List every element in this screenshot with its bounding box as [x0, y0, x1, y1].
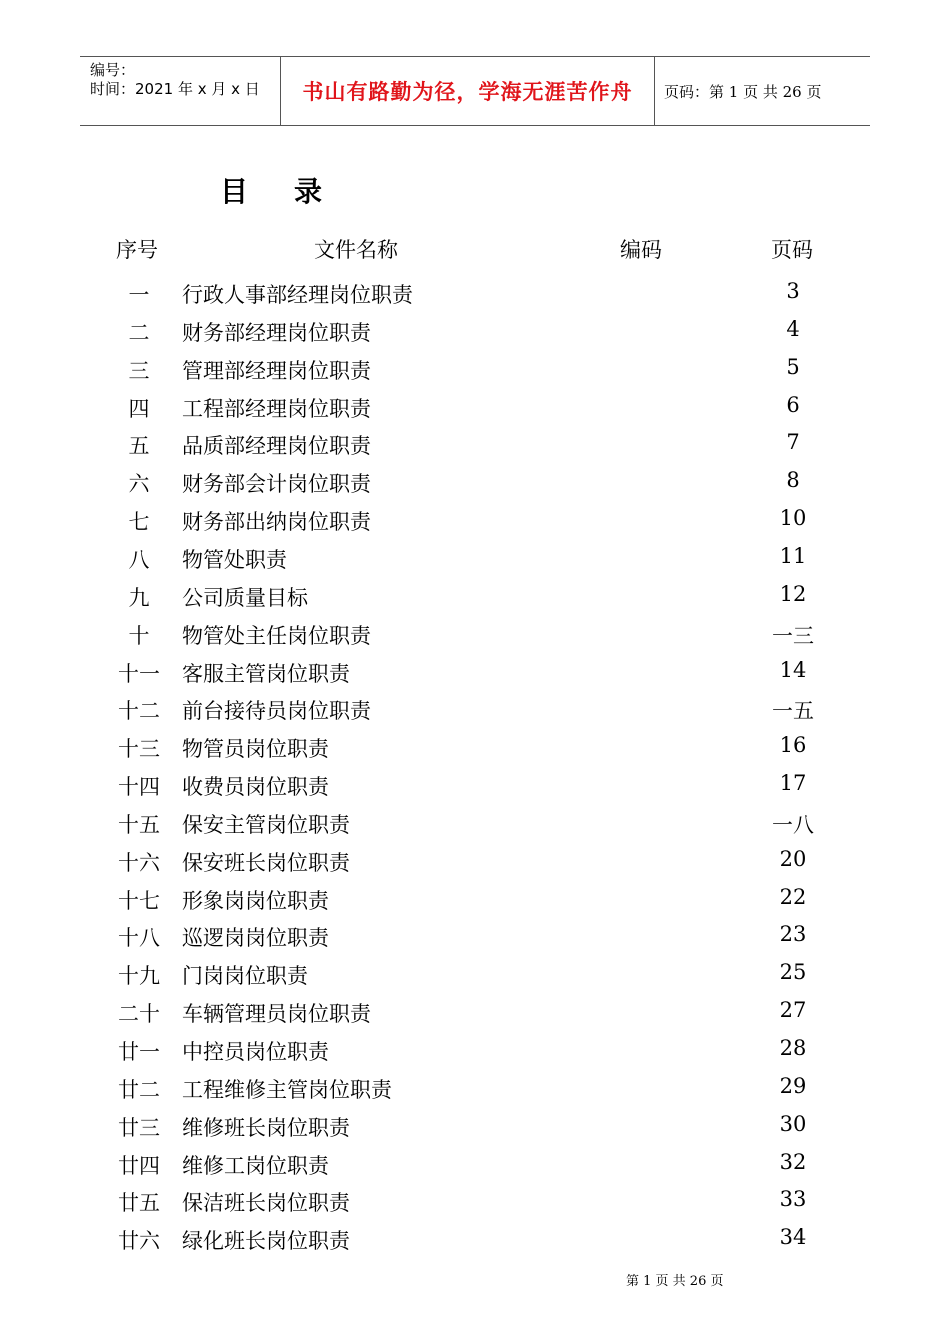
toc-row-page: 22 — [779, 884, 807, 909]
toc-row-page: 29 — [779, 1073, 807, 1098]
toc-row — [0, 1150, 950, 1188]
toc-row-title: 中控员岗位职责 — [182, 1040, 329, 1064]
toc-row-page: 27 — [779, 998, 807, 1023]
toc-row — [0, 1036, 950, 1074]
toc-row-number: 五 — [128, 434, 150, 459]
toc-row-page: 8 — [786, 468, 800, 493]
header-motto: 书山有路勤为径，学海无涯苦作舟 — [281, 57, 655, 125]
toc-row-title: 工程部经理岗位职责 — [182, 396, 371, 421]
toc-row — [0, 771, 950, 809]
toc-row-title: 收费员岗位职责 — [182, 775, 329, 800]
toc-row-title: 前台接待员岗位职责 — [182, 699, 371, 724]
toc-row-title: 保洁班长岗位职责 — [182, 1191, 350, 1216]
toc-row-page: 一三 — [772, 623, 814, 648]
header-page-info: 页码：第 1 页 共 26 页 — [664, 82, 822, 101]
toc-row-number: 廿一 — [118, 1040, 160, 1064]
toc-row-number: 四 — [128, 396, 150, 421]
toc-row-title: 品质部经理岗位职责 — [182, 434, 371, 459]
toc-row-number: 十四 — [118, 775, 160, 800]
toc-row-number: 七 — [128, 510, 150, 535]
toc-row-title: 形象岗岗位职责 — [182, 888, 329, 913]
toc-row-title: 公司质量目标 — [182, 585, 308, 610]
toc-row — [0, 1074, 950, 1112]
toc-row-page: 30 — [779, 1111, 807, 1136]
toc-row — [0, 317, 950, 355]
toc-row — [0, 922, 950, 960]
toc-row-number: 三 — [128, 358, 150, 383]
toc-row — [0, 809, 950, 847]
toc-row — [0, 733, 950, 771]
toc-row-title: 物管处主任岗位职责 — [182, 623, 371, 648]
toc-row — [0, 1112, 950, 1150]
toc-row — [0, 506, 950, 544]
toc-row-title: 行政人事部经理岗位职责 — [182, 283, 413, 307]
toc-row-number: 十七 — [118, 888, 160, 913]
toc-row — [0, 468, 950, 506]
column-header-name: 文件名称 — [314, 238, 398, 262]
toc-row — [0, 1187, 950, 1225]
toc-row-title: 巡逻岗岗位职责 — [182, 926, 329, 951]
toc-row-page: 33 — [779, 1187, 807, 1212]
toc-row-page: 10 — [779, 506, 807, 531]
toc-row-title: 财务部出纳岗位职责 — [182, 510, 371, 535]
toc-row-number: 廿六 — [118, 1229, 160, 1254]
toc-row-title: 车辆管理员岗位职责 — [182, 1002, 371, 1027]
toc-row-page: 20 — [779, 846, 807, 871]
document-header — [80, 56, 870, 126]
toc-row — [0, 393, 950, 431]
toc-row-title: 财务部会计岗位职责 — [182, 472, 371, 497]
toc-row-page: 6 — [786, 392, 800, 417]
toc-row — [0, 885, 950, 923]
toc-row — [0, 430, 950, 468]
toc-row — [0, 847, 950, 885]
footer-page-number: 第 1 页 共 26 页 — [626, 1274, 724, 1289]
toc-row-title: 保安主管岗位职责 — [182, 812, 350, 837]
toc-row — [0, 658, 950, 696]
toc-row-number: 十 — [128, 623, 150, 648]
toc-row — [0, 620, 950, 658]
toc-row-number: 十一 — [118, 661, 160, 686]
toc-row — [0, 582, 950, 620]
toc-row-number: 廿五 — [118, 1191, 160, 1216]
toc-row-number: 一 — [128, 283, 150, 307]
column-header-page: 页码 — [771, 238, 813, 262]
toc-row — [0, 355, 950, 393]
toc-row-number: 廿四 — [118, 1153, 160, 1178]
toc-row-number: 十九 — [118, 964, 160, 989]
toc-row-page: 3 — [786, 279, 800, 303]
toc-row-title: 物管员岗位职责 — [182, 737, 329, 762]
toc-row — [0, 998, 950, 1036]
toc-row-title: 维修工岗位职责 — [182, 1153, 329, 1178]
time-label: 时间：2021 年 x 月 x 日 — [90, 80, 260, 98]
toc-row-title: 维修班长岗位职责 — [182, 1115, 350, 1140]
toc-row-page: 11 — [779, 543, 807, 568]
toc-row-number: 廿二 — [118, 1077, 160, 1102]
toc-row-page: 5 — [786, 354, 800, 379]
toc-row-page: 12 — [779, 581, 807, 606]
toc-row-page: 23 — [779, 922, 807, 947]
toc-row-number: 十八 — [118, 926, 160, 951]
toc-row-number: 八 — [128, 547, 150, 572]
toc-row-page: 25 — [779, 960, 807, 985]
toc-row-number: 十三 — [118, 737, 160, 762]
column-header-seq: 序号 — [116, 238, 158, 262]
toc-row-page: 17 — [779, 771, 807, 796]
toc-row-title: 物管处职责 — [182, 547, 287, 572]
toc-row-page: 7 — [786, 430, 800, 455]
toc-row-title: 管理部经理岗位职责 — [182, 358, 371, 383]
toc-row-title: 绿化班长岗位职责 — [182, 1229, 350, 1254]
toc-row-page: 4 — [786, 316, 800, 341]
toc-row — [0, 279, 950, 317]
toc-row-title: 门岗岗位职责 — [182, 964, 308, 989]
toc-row-page: 32 — [779, 1149, 807, 1174]
toc-row-page: 34 — [779, 1225, 807, 1250]
toc-row-number: 六 — [128, 472, 150, 497]
toc-row-page: 一五 — [772, 699, 814, 724]
toc-row-title: 客服主管岗位职责 — [182, 661, 350, 686]
toc-row-number: 廿三 — [118, 1115, 160, 1140]
toc-row-number: 二十 — [118, 1002, 160, 1027]
toc-row-number: 二 — [128, 320, 150, 345]
number-label: 编号： — [90, 61, 136, 79]
toc-title — [220, 170, 322, 210]
toc-row-number: 九 — [128, 585, 150, 610]
toc-row — [0, 544, 950, 582]
toc-row-number: 十二 — [118, 699, 160, 724]
toc-title-char1: 目 — [220, 175, 249, 208]
column-header-code: 编码 — [620, 238, 662, 262]
toc-row-title: 保安班长岗位职责 — [182, 850, 350, 875]
toc-row — [0, 1225, 950, 1263]
toc-row-page: 一八 — [772, 812, 814, 837]
toc-row-title: 工程维修主管岗位职责 — [182, 1077, 392, 1102]
toc-row-page: 14 — [779, 657, 807, 682]
toc-title-char2: 录 — [294, 175, 323, 208]
toc-row-title: 财务部经理岗位职责 — [182, 320, 371, 345]
toc-row-number: 十五 — [118, 812, 160, 837]
toc-row-page: 16 — [779, 733, 807, 758]
toc-row-page: 28 — [779, 1036, 807, 1060]
header-meta — [80, 57, 281, 125]
toc-row-number: 十六 — [118, 850, 160, 875]
toc-row — [0, 960, 950, 998]
toc-row — [0, 695, 950, 733]
